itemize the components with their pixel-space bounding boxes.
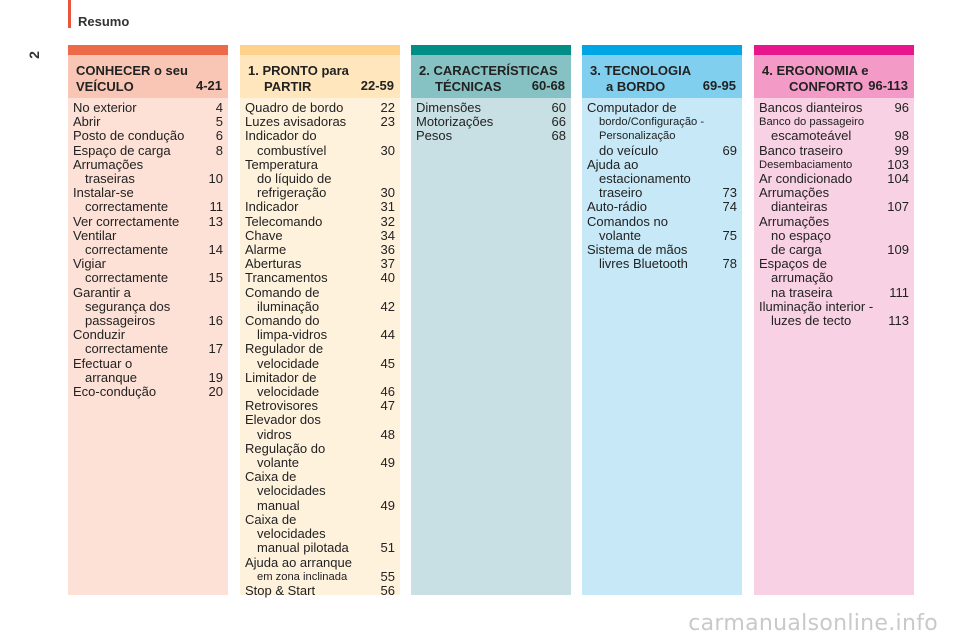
entry-page-number: 74 bbox=[722, 199, 737, 215]
entry-page-number: 99 bbox=[894, 142, 909, 158]
entry-title-continuation: do líquido de bbox=[257, 171, 332, 187]
column-page-range: 22-59 bbox=[360, 78, 394, 93]
column-title-line1: 2. CARACTERÍSTICAS bbox=[419, 63, 558, 78]
entry-title: Sistema de mãos bbox=[587, 242, 688, 258]
entry-page-number: 14 bbox=[208, 242, 223, 258]
toc-entry[interactable] bbox=[245, 215, 395, 229]
entry-title: Trancamentos bbox=[245, 270, 328, 286]
entry-title: Arrumações bbox=[759, 185, 830, 201]
toc-entry[interactable] bbox=[73, 229, 223, 257]
column-title-band[interactable] bbox=[240, 55, 400, 98]
entry-title-continuation: iluminação bbox=[257, 298, 320, 314]
entry-page-number: 49 bbox=[380, 455, 395, 471]
toc-entry[interactable] bbox=[245, 556, 395, 584]
column-entries-panel bbox=[240, 98, 400, 598]
entry-page-number: 113 bbox=[888, 313, 909, 329]
entry-title: Retrovisores bbox=[245, 398, 318, 414]
entry-title: Indicador bbox=[245, 199, 299, 215]
column-title-line2: CONFORTO bbox=[789, 79, 864, 94]
toc-entry[interactable] bbox=[245, 342, 395, 370]
toc-entry[interactable] bbox=[245, 101, 395, 115]
column-color-bar bbox=[68, 45, 228, 55]
toc-entry[interactable] bbox=[73, 286, 223, 329]
toc-column-ergonomia-e-conforto bbox=[754, 45, 914, 595]
entry-title-continuation: velocidades bbox=[257, 526, 326, 542]
toc-column-tecnologia-a-bordo bbox=[582, 45, 742, 595]
column-title-band[interactable] bbox=[582, 55, 742, 98]
entry-title-continuation: escamoteável bbox=[771, 128, 852, 144]
toc-entry[interactable] bbox=[587, 200, 737, 214]
entry-page-number: 45 bbox=[380, 355, 395, 371]
entry-list bbox=[582, 98, 742, 271]
entry-title-continuation: traseiras bbox=[85, 171, 135, 187]
entry-page-number: 111 bbox=[889, 284, 909, 300]
entry-page-number: 109 bbox=[887, 242, 909, 258]
entry-title: Auto-rádio bbox=[587, 199, 647, 215]
entry-page-number: 96 bbox=[894, 100, 909, 115]
toc-entry[interactable] bbox=[73, 101, 223, 115]
entry-title: Stop & Start bbox=[245, 582, 316, 598]
toc-entry[interactable] bbox=[416, 115, 566, 129]
entry-title: Alarme bbox=[245, 242, 287, 258]
entry-page-number: 6 bbox=[215, 128, 223, 144]
column-entries-panel bbox=[411, 98, 571, 595]
toc-entry[interactable] bbox=[245, 271, 395, 285]
entry-title-continuation: no espaço bbox=[771, 227, 831, 243]
entry-title: Ar condicionado bbox=[759, 171, 853, 187]
entry-page-number: 17 bbox=[208, 341, 223, 357]
entry-page-number: 11 bbox=[209, 199, 223, 215]
column-page-range: 96-113 bbox=[868, 78, 908, 93]
entry-title-continuation: de carga bbox=[771, 242, 822, 258]
toc-entry[interactable] bbox=[73, 215, 223, 229]
toc-entry[interactable] bbox=[416, 101, 566, 115]
column-title-line1: CONHECER o seu bbox=[76, 63, 188, 78]
entry-page-number: 55 bbox=[380, 568, 395, 584]
entry-page-number: 31 bbox=[380, 199, 395, 215]
toc-column-conhecer bbox=[68, 45, 228, 595]
section-header-label: Resumo bbox=[78, 14, 130, 29]
entry-title: Ajuda ao arranque bbox=[245, 554, 352, 570]
entry-list bbox=[411, 98, 571, 144]
entry-title: Caixa de bbox=[245, 511, 297, 527]
entry-title-continuation: Personalização bbox=[599, 130, 676, 143]
entry-title-continuation: correctamente bbox=[85, 199, 169, 215]
entry-title-continuation: dianteiras bbox=[771, 199, 828, 215]
toc-entry[interactable] bbox=[587, 243, 737, 271]
entry-title-continuation: manual bbox=[257, 497, 300, 513]
entry-title-continuation: volante bbox=[599, 227, 641, 243]
toc-entry[interactable] bbox=[759, 115, 909, 143]
entry-title-continuation: arranque bbox=[85, 369, 138, 385]
entry-page-number: 16 bbox=[208, 313, 223, 329]
entry-page-number: 56 bbox=[380, 582, 395, 598]
entry-page-number: 48 bbox=[380, 426, 395, 442]
toc-entry[interactable] bbox=[245, 584, 395, 598]
toc-column-caracteristicas-tecnicas bbox=[411, 45, 571, 595]
toc-entry[interactable] bbox=[245, 470, 395, 513]
entry-title: Aberturas bbox=[245, 256, 302, 272]
column-color-bar bbox=[240, 45, 400, 55]
entry-title: Bancos dianteiros bbox=[759, 100, 863, 115]
entry-page-number: 104 bbox=[887, 171, 909, 187]
column-title-line1: 3. TECNOLOGIA bbox=[590, 63, 692, 78]
column-color-bar bbox=[411, 45, 571, 55]
entry-title: Arrumações bbox=[73, 156, 144, 172]
column-title-band[interactable] bbox=[68, 55, 228, 98]
entry-title-continuation: volante bbox=[257, 455, 299, 471]
toc-entry[interactable] bbox=[245, 399, 395, 413]
toc-entry[interactable] bbox=[587, 158, 737, 201]
page-number: 2 bbox=[25, 51, 42, 59]
entry-title: Computador de bbox=[587, 100, 677, 115]
toc-entry[interactable] bbox=[245, 257, 395, 271]
entry-page-number: 107 bbox=[887, 199, 909, 215]
entry-page-number: 37 bbox=[380, 256, 395, 272]
entry-title: Arrumações bbox=[759, 213, 830, 229]
header-accent-rule bbox=[68, 0, 71, 28]
entry-page-number: 49 bbox=[380, 497, 395, 513]
entry-page-number: 19 bbox=[208, 369, 223, 385]
entry-page-number: 73 bbox=[722, 185, 737, 201]
entry-page-number: 68 bbox=[551, 128, 566, 144]
entry-title: Ver correctamente bbox=[73, 213, 180, 229]
entry-title: Ventilar bbox=[73, 227, 117, 243]
entry-title: Chave bbox=[245, 227, 283, 243]
entry-page-number: 40 bbox=[380, 270, 395, 286]
entry-title: Regulação do bbox=[245, 440, 326, 456]
entry-title: Conduzir bbox=[73, 327, 126, 343]
toc-entry[interactable] bbox=[759, 144, 909, 158]
toc-entry[interactable] bbox=[245, 158, 395, 201]
toc-entry[interactable] bbox=[245, 200, 395, 214]
entry-title-continuation: vidros bbox=[257, 426, 292, 442]
entry-page-number: 32 bbox=[380, 213, 395, 229]
entry-page-number: 36 bbox=[380, 242, 395, 258]
entry-page-number: 60 bbox=[551, 100, 566, 115]
entry-title: Comando de bbox=[245, 284, 320, 300]
entry-page-number: 22 bbox=[380, 100, 395, 115]
entry-title: Regulador de bbox=[245, 341, 324, 357]
toc-entry[interactable] bbox=[245, 371, 395, 399]
entry-title-continuation: segurança dos bbox=[85, 298, 171, 314]
entry-title-continuation: correctamente bbox=[85, 242, 169, 258]
column-title-line2: VEÍCULO bbox=[76, 79, 134, 94]
entry-title-continuation: velocidade bbox=[257, 355, 320, 371]
entry-title: Iluminação interior - bbox=[759, 298, 874, 314]
toc-entry[interactable] bbox=[73, 328, 223, 356]
entry-title: Garantir a bbox=[73, 284, 131, 300]
entry-title: Eco-condução bbox=[73, 384, 157, 400]
entry-page-number: 15 bbox=[208, 270, 223, 286]
entry-list bbox=[240, 98, 400, 598]
column-color-bar bbox=[582, 45, 742, 55]
entry-title: Limitador de bbox=[245, 369, 317, 385]
entry-title-continuation: estacionamento bbox=[599, 171, 691, 187]
entry-page-number: 51 bbox=[380, 540, 395, 556]
column-color-bar bbox=[754, 45, 914, 55]
column-entries-panel bbox=[68, 98, 228, 595]
entry-title-continuation: refrigeração bbox=[257, 185, 327, 201]
entry-title: Abrir bbox=[73, 114, 101, 130]
column-title-line2: TÉCNICAS bbox=[435, 79, 502, 94]
entry-title: Vigiar bbox=[73, 256, 107, 272]
entry-list bbox=[754, 98, 914, 328]
toc-entry[interactable] bbox=[73, 115, 223, 129]
entry-page-number: 23 bbox=[380, 114, 395, 130]
entry-title: Instalar-se bbox=[73, 185, 134, 201]
entry-page-number: 13 bbox=[208, 213, 223, 229]
toc-entry[interactable] bbox=[759, 300, 909, 328]
entry-title-continuation: manual pilotada bbox=[257, 540, 349, 556]
toc-entry[interactable] bbox=[245, 129, 395, 157]
toc-entry[interactable] bbox=[73, 158, 223, 186]
column-title-line2: PARTIR bbox=[264, 79, 312, 94]
entry-title-continuation: velocidade bbox=[257, 384, 320, 400]
entry-title: Dimensões bbox=[416, 100, 482, 115]
entry-title-continuation: do veículo bbox=[599, 142, 659, 158]
entry-title: Motorizações bbox=[416, 114, 494, 130]
column-title-line1: 4. ERGONOMIA e bbox=[762, 63, 869, 78]
entry-title: Pesos bbox=[416, 128, 453, 144]
entry-title: Telecomando bbox=[245, 213, 323, 229]
column-page-range: 4-21 bbox=[195, 78, 222, 93]
entry-title-continuation: passageiros bbox=[85, 313, 156, 329]
toc-entry[interactable] bbox=[759, 186, 909, 214]
column-title-line2: a BORDO bbox=[606, 79, 666, 94]
entry-page-number: 44 bbox=[380, 327, 395, 343]
toc-entry[interactable] bbox=[245, 229, 395, 243]
entry-page-number: 78 bbox=[722, 256, 737, 272]
entry-page-number: 69 bbox=[722, 142, 737, 158]
toc-entry[interactable] bbox=[73, 385, 223, 399]
entry-title-continuation: correctamente bbox=[85, 270, 169, 286]
entry-page-number: 98 bbox=[894, 128, 909, 144]
toc-entry[interactable] bbox=[587, 101, 737, 158]
toc-entry[interactable] bbox=[245, 442, 395, 470]
column-page-range: 60-68 bbox=[531, 78, 565, 93]
entry-page-number: 10 bbox=[208, 171, 223, 187]
entry-title-continuation: combustível bbox=[257, 142, 327, 158]
entry-title-continuation: limpa-vidros bbox=[257, 327, 328, 343]
toc-entry[interactable] bbox=[73, 144, 223, 158]
toc-entry[interactable] bbox=[759, 158, 909, 172]
entry-page-number: 20 bbox=[208, 384, 223, 400]
column-title-line1: 1. PRONTO para bbox=[248, 63, 349, 78]
entry-title: Luzes avisadoras bbox=[245, 114, 347, 130]
entry-title: Banco do passageiro bbox=[759, 116, 865, 129]
entry-title: Ajuda ao bbox=[587, 156, 639, 172]
column-entries-panel bbox=[582, 98, 742, 595]
entry-title: Espaços de bbox=[759, 256, 827, 272]
entry-title: Comandos no bbox=[587, 213, 668, 229]
entry-page-number: 103 bbox=[887, 156, 909, 172]
entry-title: Temperatura bbox=[245, 156, 318, 172]
entry-title-continuation: velocidades bbox=[257, 483, 326, 499]
column-entries-panel bbox=[754, 98, 914, 595]
entry-page-number: 46 bbox=[380, 384, 395, 400]
entry-title-continuation: em zona inclinada bbox=[257, 570, 348, 583]
toc-entry[interactable] bbox=[73, 129, 223, 143]
toc-entry[interactable] bbox=[245, 286, 395, 314]
entry-page-number: 75 bbox=[722, 227, 737, 243]
entry-page-number: 42 bbox=[380, 298, 395, 314]
column-title-band[interactable] bbox=[411, 55, 571, 98]
entry-page-number: 30 bbox=[380, 142, 395, 158]
entry-title-continuation: correctamente bbox=[85, 341, 169, 357]
entry-title: Comando do bbox=[245, 313, 320, 329]
entry-title-continuation: arrumação bbox=[771, 270, 834, 286]
toc-entry[interactable] bbox=[245, 243, 395, 257]
toc-entry[interactable] bbox=[245, 115, 395, 129]
entry-title-continuation: na traseira bbox=[771, 284, 833, 300]
toc-entry[interactable] bbox=[245, 314, 395, 342]
toc-entry[interactable] bbox=[245, 413, 395, 441]
entry-title: Espaço de carga bbox=[73, 142, 171, 158]
entry-list bbox=[68, 98, 228, 399]
entry-page-number: 47 bbox=[380, 398, 395, 414]
toc-entry[interactable] bbox=[73, 186, 223, 214]
toc-entry[interactable] bbox=[759, 215, 909, 258]
entry-page-number: 66 bbox=[551, 114, 566, 130]
toc-entry[interactable] bbox=[73, 357, 223, 385]
entry-title: No exterior bbox=[73, 100, 137, 115]
column-title-band[interactable] bbox=[754, 55, 914, 98]
entry-page-number: 30 bbox=[380, 185, 395, 201]
entry-title: Posto de condução bbox=[73, 128, 185, 144]
entry-page-number: 5 bbox=[215, 114, 223, 130]
toc-entry[interactable] bbox=[245, 513, 395, 556]
column-page-range: 69-95 bbox=[702, 78, 736, 93]
entry-page-number: 34 bbox=[380, 227, 395, 243]
entry-page-number: 8 bbox=[215, 142, 223, 158]
toc-entry[interactable] bbox=[73, 257, 223, 285]
entry-title: Efectuar o bbox=[73, 355, 133, 371]
entry-page-number: 4 bbox=[215, 100, 223, 115]
entry-title: Elevador dos bbox=[245, 412, 321, 428]
entry-title: Quadro de bordo bbox=[245, 100, 344, 115]
toc-column-pronto-para-partir bbox=[240, 45, 400, 598]
entry-title: Desembaciamento bbox=[759, 158, 853, 171]
entry-title: Indicador do bbox=[245, 128, 317, 144]
toc-entry[interactable] bbox=[759, 172, 909, 186]
toc-entry[interactable] bbox=[587, 215, 737, 243]
toc-entry[interactable] bbox=[759, 257, 909, 300]
entry-title-continuation: traseiro bbox=[599, 185, 643, 201]
entry-title-continuation: bordo/Configuração - bbox=[599, 116, 705, 129]
toc-entry[interactable] bbox=[759, 101, 909, 115]
watermark-text: carmanualsonline.info bbox=[688, 611, 938, 636]
entry-title-continuation: livres Bluetooth bbox=[599, 256, 688, 272]
toc-entry[interactable] bbox=[416, 129, 566, 143]
entry-title: Caixa de bbox=[245, 469, 297, 485]
entry-title: Banco traseiro bbox=[759, 142, 843, 158]
entry-title-continuation: luzes de tecto bbox=[771, 313, 852, 329]
